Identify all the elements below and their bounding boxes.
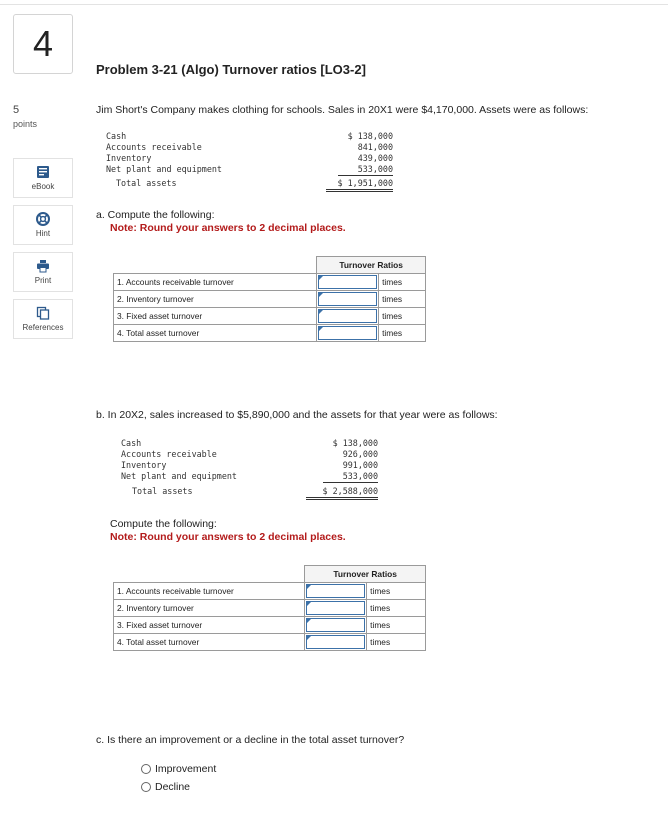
input-flag-icon xyxy=(319,327,323,331)
table-row xyxy=(114,634,426,651)
asset-total-label: Total assets xyxy=(116,178,177,188)
table-row xyxy=(114,600,426,617)
asset-label: Net plant and equipment xyxy=(106,164,222,174)
asset-label: Inventory xyxy=(121,460,167,470)
asset-total-value: $ 2,588,000 xyxy=(306,486,378,500)
points-label: points xyxy=(13,119,38,129)
table-header: Turnover Ratios xyxy=(317,257,426,274)
asset-value: 533,000 xyxy=(338,164,393,176)
asset-value: 926,000 xyxy=(342,449,378,459)
hint-label: Hint xyxy=(35,229,51,238)
ratio-label: 3. Fixed asset turnover xyxy=(114,617,305,634)
ratio-unit: times xyxy=(379,308,426,325)
asset-total-value: $ 1,951,000 xyxy=(326,178,393,192)
ratio-input-cell xyxy=(317,308,379,325)
asset-value: 439,000 xyxy=(357,153,393,163)
references-label: References xyxy=(22,323,64,332)
asset-label: Inventory xyxy=(106,153,152,163)
input-flag-icon xyxy=(307,602,311,606)
part-a-prompt: a. Compute the following: xyxy=(96,209,215,221)
asset-value: 533,000 xyxy=(323,471,378,483)
input-flag-icon xyxy=(319,310,323,314)
ratio-input-cell xyxy=(305,634,367,651)
print-button[interactable] xyxy=(13,252,73,292)
ratio-label: 3. Fixed asset turnover xyxy=(114,308,317,325)
part-c-prompt: c. Is there an improvement or a decline in the total asset turnover? xyxy=(96,734,405,746)
ratio-input-cell xyxy=(317,325,379,342)
asset-label: Net plant and equipment xyxy=(121,471,237,481)
option-improvement[interactable] xyxy=(141,763,216,775)
ratio-unit: times xyxy=(367,634,426,651)
radio-circle-icon[interactable] xyxy=(141,764,151,774)
lifebuoy-icon xyxy=(36,212,50,226)
a-ar-turnover-input[interactable] xyxy=(318,275,377,289)
print-label: Print xyxy=(34,276,52,285)
table-header-spacer xyxy=(114,566,305,583)
table-row xyxy=(114,274,426,291)
table-header-row xyxy=(114,257,426,274)
asset-value: 841,000 xyxy=(357,142,393,152)
ebook-button[interactable] xyxy=(13,158,73,198)
ratio-input-cell xyxy=(305,583,367,600)
ratio-input-cell xyxy=(305,617,367,634)
b-total-asset-turnover-input[interactable] xyxy=(306,635,365,649)
table-row xyxy=(114,325,426,342)
ratio-input-cell xyxy=(317,274,379,291)
ratio-unit: times xyxy=(379,274,426,291)
input-flag-icon xyxy=(307,585,311,589)
option-label: Decline xyxy=(155,781,191,793)
ratio-label: 2. Inventory turnover xyxy=(114,291,317,308)
assets-statement-20x2 xyxy=(121,438,411,498)
asset-total-label: Total assets xyxy=(132,486,193,496)
a-inventory-turnover-input[interactable] xyxy=(318,292,377,306)
question-number: 4 xyxy=(13,14,73,74)
ratio-input-cell xyxy=(317,291,379,308)
asset-label: Cash xyxy=(121,438,142,448)
ratio-label: 1. Accounts receivable turnover xyxy=(114,583,305,600)
ebook-label: eBook xyxy=(31,182,55,191)
asset-value: $ 138,000 xyxy=(347,131,393,141)
a-fixed-asset-turnover-input[interactable] xyxy=(318,309,377,323)
table-row xyxy=(114,291,426,308)
printer-icon xyxy=(36,259,50,273)
input-flag-icon xyxy=(319,276,323,280)
asset-label: Cash xyxy=(106,131,127,141)
input-flag-icon xyxy=(319,293,323,297)
table-row xyxy=(114,583,426,600)
ratio-unit: times xyxy=(379,291,426,308)
table-row xyxy=(114,308,426,325)
part-a-ratios-table xyxy=(113,256,426,342)
copy-icon xyxy=(36,306,50,320)
b-fixed-asset-turnover-input[interactable] xyxy=(306,618,365,632)
top-divider xyxy=(0,4,668,5)
asset-label: Accounts receivable xyxy=(121,449,217,459)
points-value: 5 xyxy=(13,104,20,116)
table-row xyxy=(114,617,426,634)
references-button[interactable] xyxy=(13,299,73,339)
part-b-prompt: b. In 20X2, sales increased to $5,890,000 and the assets for that year were as follows: xyxy=(96,409,498,421)
asset-value: $ 138,000 xyxy=(332,438,378,448)
option-label: Improvement xyxy=(155,763,217,775)
option-decline[interactable] xyxy=(141,781,190,793)
asset-value: 991,000 xyxy=(342,460,378,470)
ratio-unit: times xyxy=(379,325,426,342)
part-a-note: Note: Round your answers to 2 decimal places. xyxy=(110,222,346,234)
part-b-ratios-table xyxy=(113,565,426,651)
ratio-label: 1. Accounts receivable turnover xyxy=(114,274,317,291)
ratio-label: 4. Total asset turnover xyxy=(114,325,317,342)
problem-title: Problem 3-21 (Algo) Turnover ratios [LO3-2] xyxy=(96,62,366,77)
table-header: Turnover Ratios xyxy=(305,566,426,583)
problem-intro: Jim Short's Company makes clothing for schools. Sales in 20X1 were $4,170,000. Assets were as follows: xyxy=(96,104,589,116)
b-inventory-turnover-input[interactable] xyxy=(306,601,365,615)
assets-statement-20x1 xyxy=(106,131,396,191)
ratio-unit: times xyxy=(367,583,426,600)
table-header-row xyxy=(114,566,426,583)
ratio-label: 4. Total asset turnover xyxy=(114,634,305,651)
book-icon xyxy=(36,165,50,179)
table-header-spacer xyxy=(114,257,317,274)
ratio-unit: times xyxy=(367,600,426,617)
part-b-note: Note: Round your answers to 2 decimal places. xyxy=(110,531,346,543)
ratio-input-cell xyxy=(305,600,367,617)
input-flag-icon xyxy=(307,619,311,623)
b-ar-turnover-input[interactable] xyxy=(306,584,365,598)
ratio-label: 2. Inventory turnover xyxy=(114,600,305,617)
a-total-asset-turnover-input[interactable] xyxy=(318,326,377,340)
hint-button[interactable] xyxy=(13,205,73,245)
radio-circle-icon[interactable] xyxy=(141,782,151,792)
input-flag-icon xyxy=(307,636,311,640)
ratio-unit: times xyxy=(367,617,426,634)
asset-label: Accounts receivable xyxy=(106,142,202,152)
part-b-compute: Compute the following: xyxy=(110,518,217,530)
